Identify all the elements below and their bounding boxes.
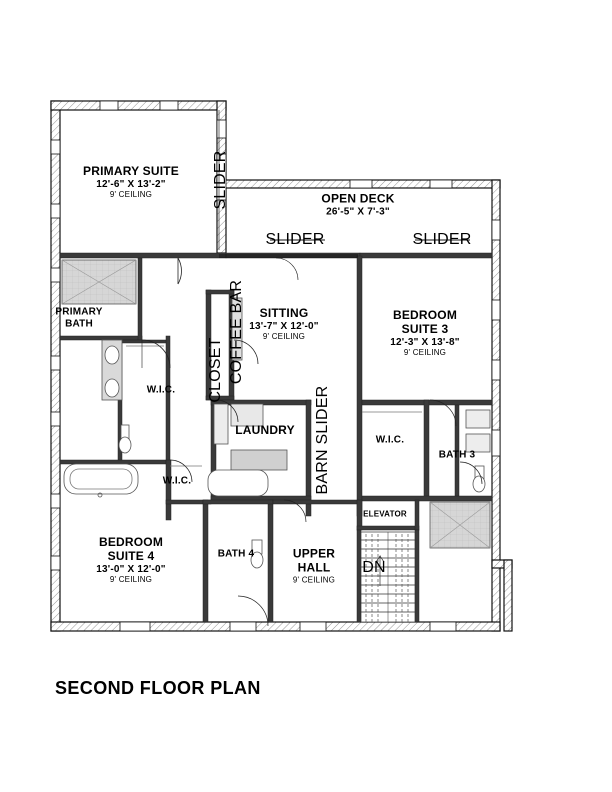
room-label-bedroom-suite-4	[96, 536, 166, 584]
room-label-elevator	[363, 509, 407, 518]
room-label-wic-suite3	[376, 434, 404, 446]
room-name: BEDROOM SUITE 3	[392, 307, 458, 336]
room-dimensions: 13'-0" X 12'-0"	[96, 563, 166, 575]
room-dimensions: 13'-7" X 12'-0"	[249, 320, 319, 332]
room-label-wic-suite4	[163, 475, 191, 487]
annotation-closet: CLOSET	[206, 337, 224, 403]
room-ceiling-note: 9' CEILING	[403, 347, 447, 357]
room-name: SITTING	[259, 305, 309, 320]
room-dimensions: 12'-3" X 13'-8"	[390, 336, 460, 348]
room-name: PRIMARY BATH	[55, 306, 103, 329]
room-name: W.I.C.	[146, 384, 176, 396]
annotation-slider-primary: SLIDER	[211, 150, 229, 210]
room-name: OPEN DECK	[321, 191, 395, 206]
room-name: BATH 4	[217, 548, 255, 560]
room-ceiling-note: 9' CEILING	[292, 575, 336, 585]
room-label-sitting	[249, 307, 319, 341]
page-title: SECOND FLOOR PLAN	[55, 678, 261, 698]
annotation-slider-deck-left: SLIDER	[265, 230, 325, 248]
room-dimensions: 26'-5" X 7'-3"	[326, 206, 390, 218]
room-label-upper-hall	[293, 548, 335, 585]
room-label-open-deck	[321, 192, 394, 217]
room-name: LAUNDRY	[235, 423, 295, 438]
room-label-wic-primary	[147, 384, 175, 396]
annotation-barn-slider: BARN SLIDER	[313, 385, 331, 495]
room-name: UPPER HALL	[292, 546, 336, 575]
room-name: W.I.C.	[375, 434, 405, 446]
room-label-primary-suite	[83, 165, 179, 199]
annotation-slider-deck-right: SLIDER	[412, 230, 472, 248]
annotation-stair-dn: DN	[362, 558, 386, 576]
room-name: BATH 3	[438, 449, 476, 461]
room-name: PRIMARY SUITE	[83, 163, 179, 178]
room-label-primary-bath	[55, 307, 102, 330]
room-name: ELEVATOR	[363, 509, 407, 519]
room-ceiling-note: 9' CEILING	[262, 332, 306, 342]
room-name: W.I.C.	[162, 475, 192, 487]
room-label-bath-4	[218, 548, 255, 560]
room-label-laundry	[235, 424, 295, 438]
room-name: BEDROOM SUITE 4	[98, 534, 164, 563]
room-label-bedroom-suite-3	[390, 309, 460, 357]
room-dimensions: 12'-6" X 13'-2"	[96, 178, 166, 190]
room-ceiling-note: 9' CEILING	[109, 574, 153, 584]
room-ceiling-note: 9' CEILING	[109, 190, 153, 200]
room-label-bath-3	[439, 449, 476, 461]
annotation-coffee-bar: COFFEE BAR	[227, 279, 245, 385]
